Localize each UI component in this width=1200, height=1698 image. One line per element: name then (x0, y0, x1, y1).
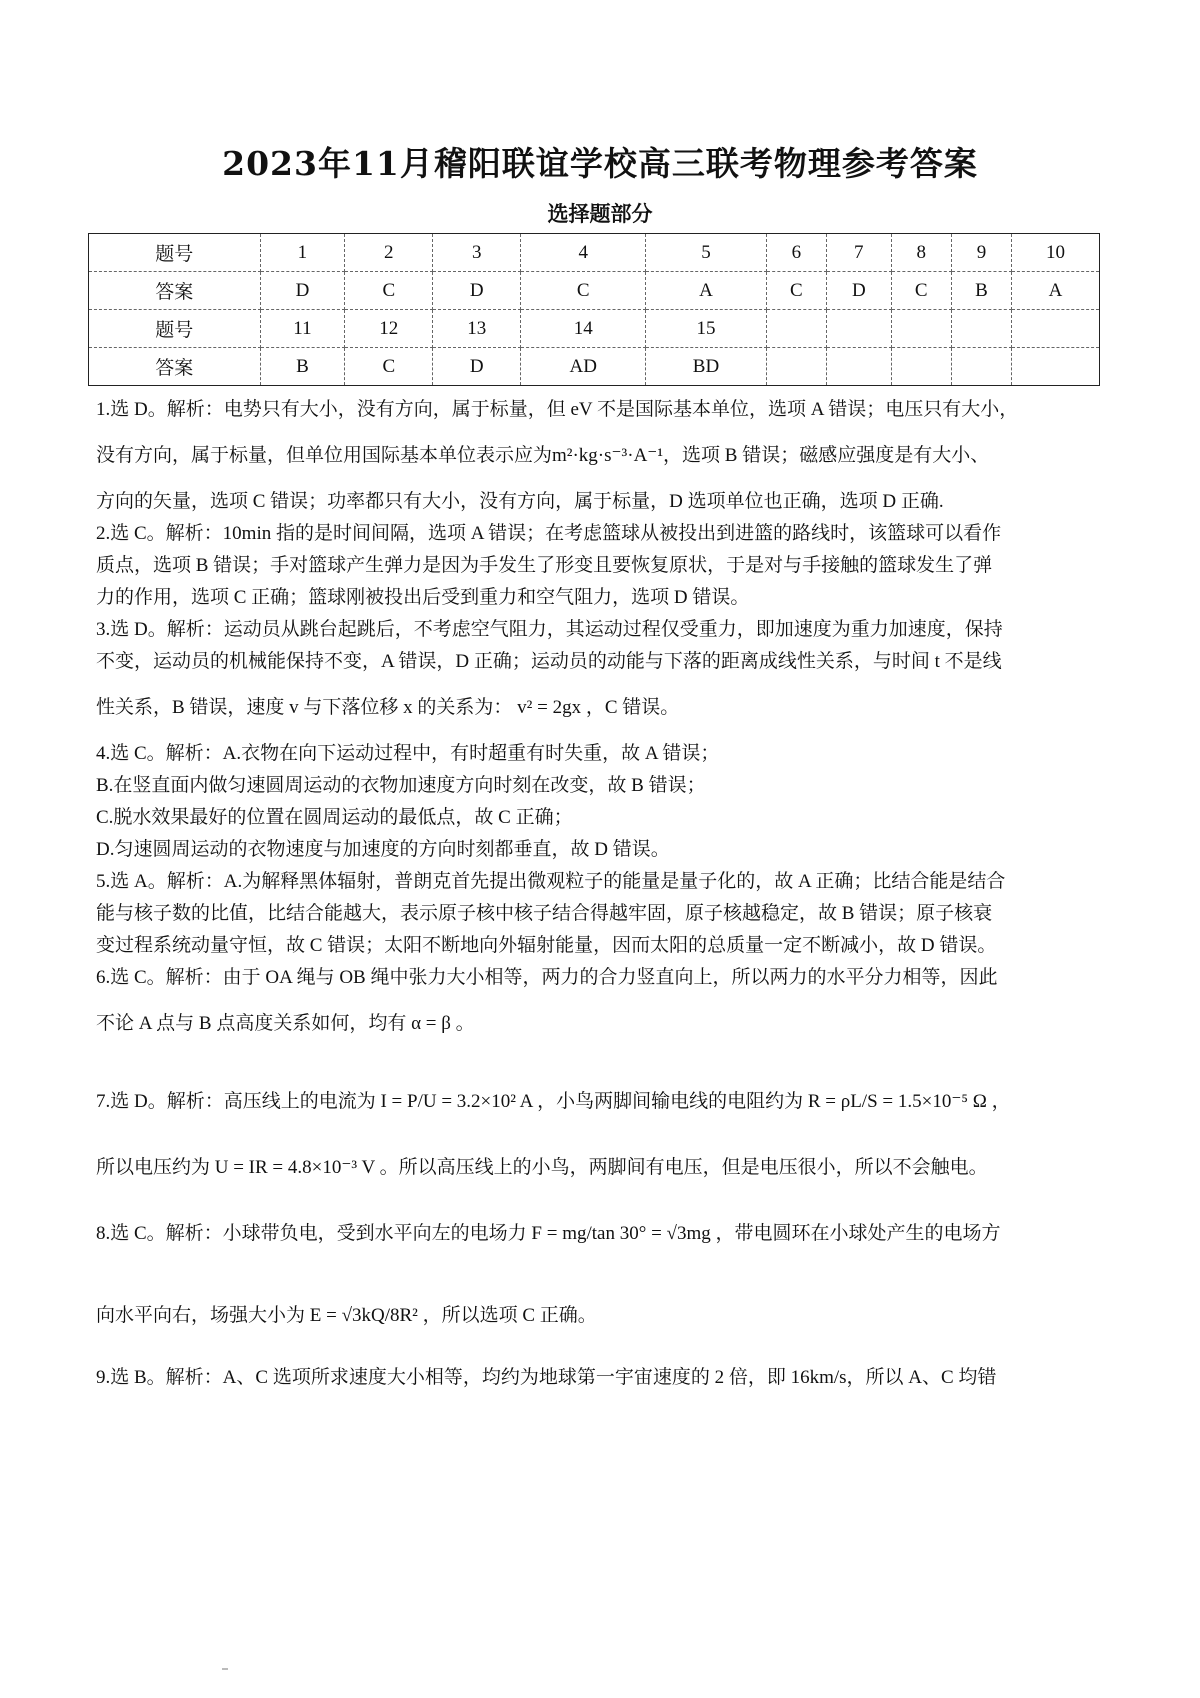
table-cell: BD (646, 348, 766, 386)
table-cell: 8 (891, 234, 951, 272)
solution-line: 所以电压约为 U = IR = 4.8×10⁻³ V 。所以高压线上的小鸟，两脚间有电压，但是电压很小，所以不会触电。 (96, 1157, 988, 1178)
solution-line: 不论 A 点与 B 点高度关系如何，均有 α = β 。 (96, 1013, 475, 1034)
table-cell: C (891, 272, 951, 310)
table-cell: 6 (766, 234, 826, 272)
row-header-cell: 答案 (89, 348, 261, 386)
solution-line: 没有方向，属于标量，但单位用国际基本单位表示应为m²·kg·s⁻³·A⁻¹，选项 B 错误；磁感应强度是有大小、 (96, 445, 990, 466)
table-cell (951, 348, 1011, 386)
table-cell: A (1012, 272, 1100, 310)
answer-table (88, 233, 1100, 386)
table-row (89, 348, 1100, 386)
table-cell (826, 348, 891, 386)
table-cell: 13 (433, 310, 521, 348)
table-cell: 3 (433, 234, 521, 272)
table-cell: 12 (345, 310, 433, 348)
table-cell: D (260, 272, 345, 310)
table-cell (951, 310, 1011, 348)
table-cell (891, 348, 951, 386)
table-row (89, 310, 1100, 348)
solution-line: 质点，选项 B 错误；手对篮球产生弹力是因为手发生了形变且要恢复原状，于是对与手接触的篮球发生了弹 (96, 555, 993, 576)
table-row (89, 234, 1100, 272)
solution-line: 力的作用，选项 C 正确；篮球刚被投出后受到重力和空气阻力，选项 D 错误。 (96, 587, 750, 608)
table-cell: B (951, 272, 1011, 310)
table-cell: C (345, 272, 433, 310)
table-cell: A (646, 272, 766, 310)
solution-line: 能与核子数的比值，比结合能越大，表示原子核中核子结合得越牢固，原子核越稳定，故 B 错误；原子核衰 (96, 903, 993, 924)
table-cell: D (433, 348, 521, 386)
solution-line: 性关系，B 错误，速度 v 与下落位移 x 的关系为： v² = 2gx ，C 错误。 (96, 697, 680, 718)
table-cell: C (521, 272, 646, 310)
solution-line: C.脱水效果最好的位置在圆周运动的最低点，故 C 正确； (96, 807, 573, 828)
solution-line: 6.选 C。解析：由于 OA 绳与 OB 绳中张力大小相等，两力的合力竖直向上，所以两力的水平分力相等，因此 (96, 967, 998, 988)
page-mark (222, 1668, 228, 1670)
table-cell (891, 310, 951, 348)
table-cell: 7 (826, 234, 891, 272)
table-cell: 14 (521, 310, 646, 348)
solution-line: 不变，运动员的机械能保持不变，A 错误，D 正确；运动员的动能与下落的距离成线性关系，与时间 t 不是线 (96, 651, 1002, 672)
solution-line: 变过程系统动量守恒，故 C 错误；太阳不断地向外辐射能量，因而太阳的总质量一定不断减小，故 D 错误。 (96, 935, 997, 956)
table-cell (766, 310, 826, 348)
table-row (89, 272, 1100, 310)
solution-line: 9.选 B。解析：A、C 选项所求速度大小相等，均约为地球第一宇宙速度的 2 倍，即 16km/s，所以 A、C 均错 (96, 1367, 997, 1388)
solution-line: 8.选 C。解析：小球带负电，受到水平向左的电场力 F = mg/tan 30° = √3mg ，带电圆环在小球处产生的电场方 (96, 1223, 1001, 1244)
table-cell: 9 (951, 234, 1011, 272)
table-cell (766, 348, 826, 386)
table-cell: 5 (646, 234, 766, 272)
row-header-cell: 答案 (89, 272, 261, 310)
solution-line: 7.选 D。解析：高压线上的电流为 I = P/U = 3.2×10² A ，小鸟两脚间输电线的电阻约为 R = ρL/S = 1.5×10⁻⁵ Ω ， (96, 1091, 1011, 1112)
solution-line: 5.选 A。解析：A.为解释黑体辐射，普朗克首先提出微观粒子的能量是量子化的，故 A 正确；比结合能是结合 (96, 871, 1006, 892)
solutions-text (96, 394, 1112, 1394)
solution-line: 向水平向右，场强大小为 E = √3kQ/8R² ，所以选项 C 正确。 (96, 1305, 597, 1326)
table-cell: 10 (1012, 234, 1100, 272)
table-cell (1012, 310, 1100, 348)
table-cell: 11 (260, 310, 345, 348)
solution-line: 方向的矢量，选项 C 错误；功率都只有大小，没有方向，属于标量，D 选项单位也正确，选项 D 正确. (96, 491, 944, 512)
table-cell (1012, 348, 1100, 386)
solution-line: B.在竖直面内做匀速圆周运动的衣物加速度方向时刻在改变，故 B 错误； (96, 775, 706, 796)
solution-line: 4.选 C。解析：A.衣物在向下运动过程中，有时超重有时失重，故 A 错误； (96, 743, 720, 764)
section-heading: 选择题部分 (547, 201, 653, 226)
table-cell: D (826, 272, 891, 310)
table-cell: C (345, 348, 433, 386)
solution-line: 1.选 D。解析：电势只有大小，没有方向，属于标量，但 eV 不是国际基本单位，选项 A 错误；电压只有大小， (96, 399, 1019, 420)
table-cell: C (766, 272, 826, 310)
table-cell (826, 310, 891, 348)
table-cell: 2 (345, 234, 433, 272)
table-cell: 4 (521, 234, 646, 272)
page-title: 2023年11月稽阳联谊学校高三联考物理参考答案 (222, 144, 978, 183)
row-header-cell: 题号 (89, 234, 261, 272)
table-cell: 1 (260, 234, 345, 272)
table-cell: 15 (646, 310, 766, 348)
solution-line: 3.选 D。解析：运动员从跳台起跳后，不考虑空气阻力，其运动过程仅受重力，即加速度为重力加速度，保持 (96, 619, 1003, 640)
table-cell: AD (521, 348, 646, 386)
row-header-cell: 题号 (89, 310, 261, 348)
solution-line: D.匀速圆周运动的衣物速度与加速度的方向时刻都垂直，故 D 错误。 (96, 839, 670, 860)
table-cell: D (433, 272, 521, 310)
solution-line: 2.选 C。解析：10min 指的是时间间隔，选项 A 错误；在考虑篮球从被投出到进篮的路线时，该篮球可以看作 (96, 523, 1002, 544)
table-cell: B (260, 348, 345, 386)
